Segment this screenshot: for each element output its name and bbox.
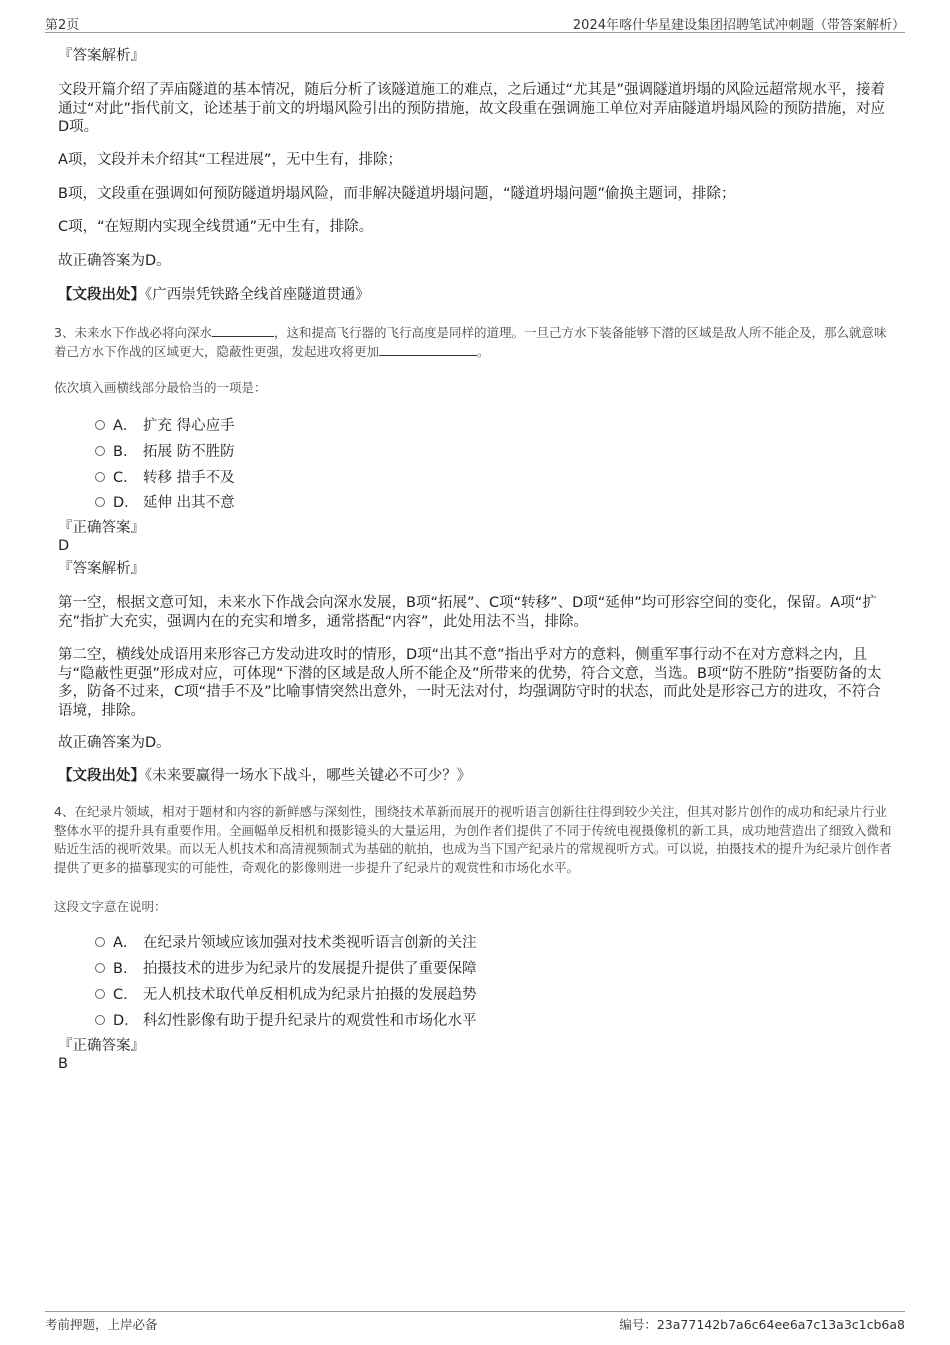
q2-source-title: 《广西崇凭铁路全线首座隧道贯通》 bbox=[145, 287, 370, 303]
q2-conclusion: 故正确答案为D。 bbox=[58, 253, 171, 269]
radio-icon[interactable] bbox=[95, 472, 105, 482]
q2-source-label: 【文段出处】 bbox=[58, 287, 145, 303]
q3-stem: 3、未来水下作战必将向深水 ，这和提高飞行器的飞行高度是同样的道理。一旦己方水下装备能够下潜的区域是敌人所不能企及，那么就意味着己方水下作战的区域更大，隐蔽性更强，发起进攻将更加 。 bbox=[54, 325, 887, 359]
radio-icon[interactable] bbox=[95, 937, 105, 947]
q4-option-b[interactable]: B． 拍摄技术的进步为纪录片的发展提升提供了重要保障 bbox=[95, 957, 477, 977]
page-number: 第2页 bbox=[45, 18, 80, 33]
footer-code: 编号：23a77142b7a6c64ee6a7c13a3c1cb6a8 bbox=[619, 1317, 905, 1332]
q2-analysis-label: 『答案解析』 bbox=[58, 48, 145, 64]
q3-option-b[interactable]: B． 拓展 防不胜防 bbox=[95, 440, 235, 460]
q3-option-a[interactable]: A． 扩充 得心应手 bbox=[95, 414, 235, 434]
q3-source bbox=[58, 767, 893, 786]
q3-blank-1 bbox=[212, 324, 274, 337]
radio-icon[interactable] bbox=[95, 497, 105, 507]
q3-source-title: 《未来要赢得一场水下战斗，哪些关键必不可少？》 bbox=[145, 768, 472, 784]
q2-source bbox=[58, 286, 893, 305]
document-title: 2024年喀什华星建设集团招聘笔试冲刺题（带答案解析） bbox=[572, 18, 905, 33]
q3-blank-2 bbox=[379, 343, 477, 356]
q4-prompt: 这段文字意在说明： bbox=[54, 899, 167, 914]
radio-icon[interactable] bbox=[95, 1015, 105, 1025]
radio-icon[interactable] bbox=[95, 989, 105, 999]
q2-analysis-p1: 文段开篇介绍了弄庙隧道的基本情况，随后分析了该隧道施工的难点，之后通过“尤其是”强调隧道坍塌的风险远超常规水平，接着通过“对此”指代前文，论述基于前文的坍塌风险引出的预防措施，故文段重在强调施工单位对弄庙隧道坍塌风险的预防措施，对应D项。 bbox=[58, 82, 886, 135]
radio-icon[interactable] bbox=[95, 446, 105, 456]
q2-analysis-option-c: C项，“在短期内实现全线贯通”无中生有，排除。 bbox=[58, 219, 374, 235]
q3-analysis-p1: 第一空，根据文意可知，未来水下作战会向深水发展，B项“拓展”、C项“转移”、D项“延伸”均可形容空间的变化，保留。A项“扩充”指扩大充实，强调内在的充实和增多，通常搭配“内容”，此处用法不当，排除。 bbox=[58, 595, 877, 630]
q4-stem: 4、在纪录片领域，相对于题材和内容的新鲜感与深刻性，围绕技术革新而展开的视听语言创新往往得到较少关注，但其对影片创作的成功和纪录片行业整体水平的提升具有重要作用。全画幅单反相机和摄影镜头的大量运用，为创作者们提供了不同于传统电视摄像机的新工具，成功地营造出了细致入微和贴近生活的视听效果。而以无人机技术和高清视频制式为基础的航拍，也成为当下国产纪录片的常规视听方式。可以说，拍摄技术的提升为纪录片创作者提供了更多的描摹现实的可能性，奇观化的影像则进一步提升了纪录片的观赏性和市场化水平。 bbox=[54, 804, 892, 875]
q2-analysis-option-a: A项，文段并未介绍其“工程进展”，无中生有，排除； bbox=[58, 152, 402, 168]
q3-option-c[interactable]: C． 转移 措手不及 bbox=[95, 466, 235, 486]
q3-analysis-label: 『答案解析』 bbox=[58, 561, 145, 577]
q3-conclusion: 故正确答案为D。 bbox=[58, 735, 171, 751]
q4-answer-label: 『正确答案』 bbox=[58, 1038, 145, 1054]
q3-source-label: 【文段出处】 bbox=[58, 768, 145, 784]
page-footer bbox=[45, 1311, 905, 1336]
q3-answer-label: 『正确答案』 bbox=[58, 520, 145, 536]
footer-slogan: 考前押题，上岸必备 bbox=[45, 1317, 158, 1332]
radio-icon[interactable] bbox=[95, 420, 105, 430]
page-header bbox=[45, 12, 905, 33]
q3-answer: D bbox=[58, 538, 70, 554]
q2-analysis-option-b: B项，文段重在强调如何预防隧道坍塌风险，而非解决隧道坍塌问题，“隧道坍塌问题”偷换主题词，排除； bbox=[58, 186, 736, 202]
q4-option-a[interactable]: A． 在纪录片领域应该加强对技术类视听语言创新的关注 bbox=[95, 931, 477, 951]
q3-prompt: 依次填入画横线部分最恰当的一项是： bbox=[54, 380, 267, 395]
radio-icon[interactable] bbox=[95, 963, 105, 973]
q4-option-c[interactable]: C． 无人机技术取代单反相机成为纪录片拍摄的发展趋势 bbox=[95, 983, 477, 1003]
q3-analysis-p2: 第二空，横线处成语用来形容己方发动进攻时的情形，D项“出其不意”指出乎对方的意料，侧重军事行动不在对方意料之内，且与“隐蔽性更强”形成对应，可体现“下潜的区域是敌人所不能企及”所带来的优势，符合文意，当选。B项“防不胜防”指要防备的太多，防备不过来，C项“措手不及”比喻事情突然出意外，一时无法对付，均强调防守时的状态，而此处是形容己方的进攻，不符合语境，排除。 bbox=[58, 647, 882, 719]
q3-option-d[interactable]: D． 延伸 出其不意 bbox=[95, 491, 235, 511]
q4-answer: B bbox=[58, 1056, 68, 1072]
q4-option-d[interactable]: D． 科幻性影像有助于提升纪录片的观赏性和市场化水平 bbox=[95, 1009, 477, 1029]
